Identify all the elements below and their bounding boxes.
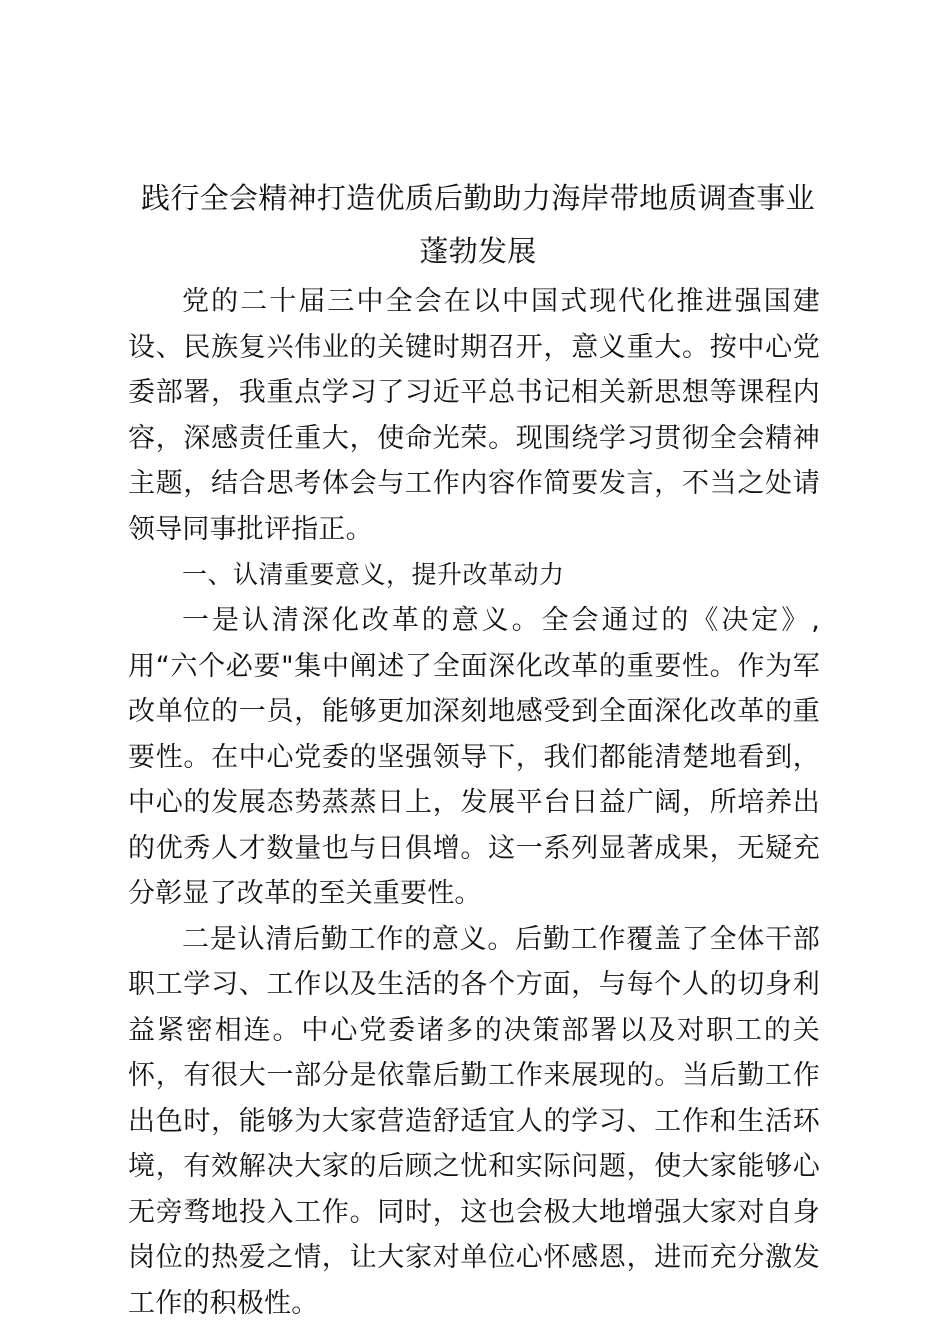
document-title: 践行全会精神打造优质后勤助力海岸带地质调查事业蓬勃发展: [141, 181, 815, 268]
section-heading: 一、认清重要意义，提升改革动力: [182, 560, 565, 589]
paragraph-2: 二是认清后勤工作的意义。后勤工作覆盖了全体干部职工学习、工作以及生活的各个方面，与每个人的切身利益紧密相连。中心党委诸多的决策部署以及对职工的关怀，有很大一部分是依靠后勤工作来展现的。当后勤工作出色时，能够为大家营造舒适宜人的学习、工作和生活环境，有效解决大家的后顾之忧和实际问题，使大家能够心无旁骛地投入工作。同时，这也会极大地增强大家对自身岗位的热爱之情，让大家对单位心怀感恩，进而充分激发工作的积极性。: [128, 923, 820, 1319]
paragraph-1: 一是认清深化改革的意义。全会通过的《决定》,用“六个必要"集中阐述了全面深化改革的重要性。作为军改单位的一员，能够更加深刻地感受到全面深化改革的重要性。在中心党委的坚强领导下，我们都能清楚地看到，中心的发展态势蒸蒸日上，发展平台日益广阔，所培养出的优秀人才数量也与日俱增。这一系列显著成果，无疑充分彰显了改革的至关重要性。: [128, 605, 820, 909]
intro-paragraph: 党的二十届三中全会在以中国式现代化推进强国建设、民族复兴伟业的关键时期召开，意义重大。按中心党委部署，我重点学习了习近平总书记相关新思想等课程内容，深感责任重大，使命光荣。现围绕学习贯彻全会精神主题，结合思考体会与工作内容作简要发言，不当之处请领导同事批评指正。: [128, 286, 820, 545]
document-body: [128, 279, 820, 1326]
